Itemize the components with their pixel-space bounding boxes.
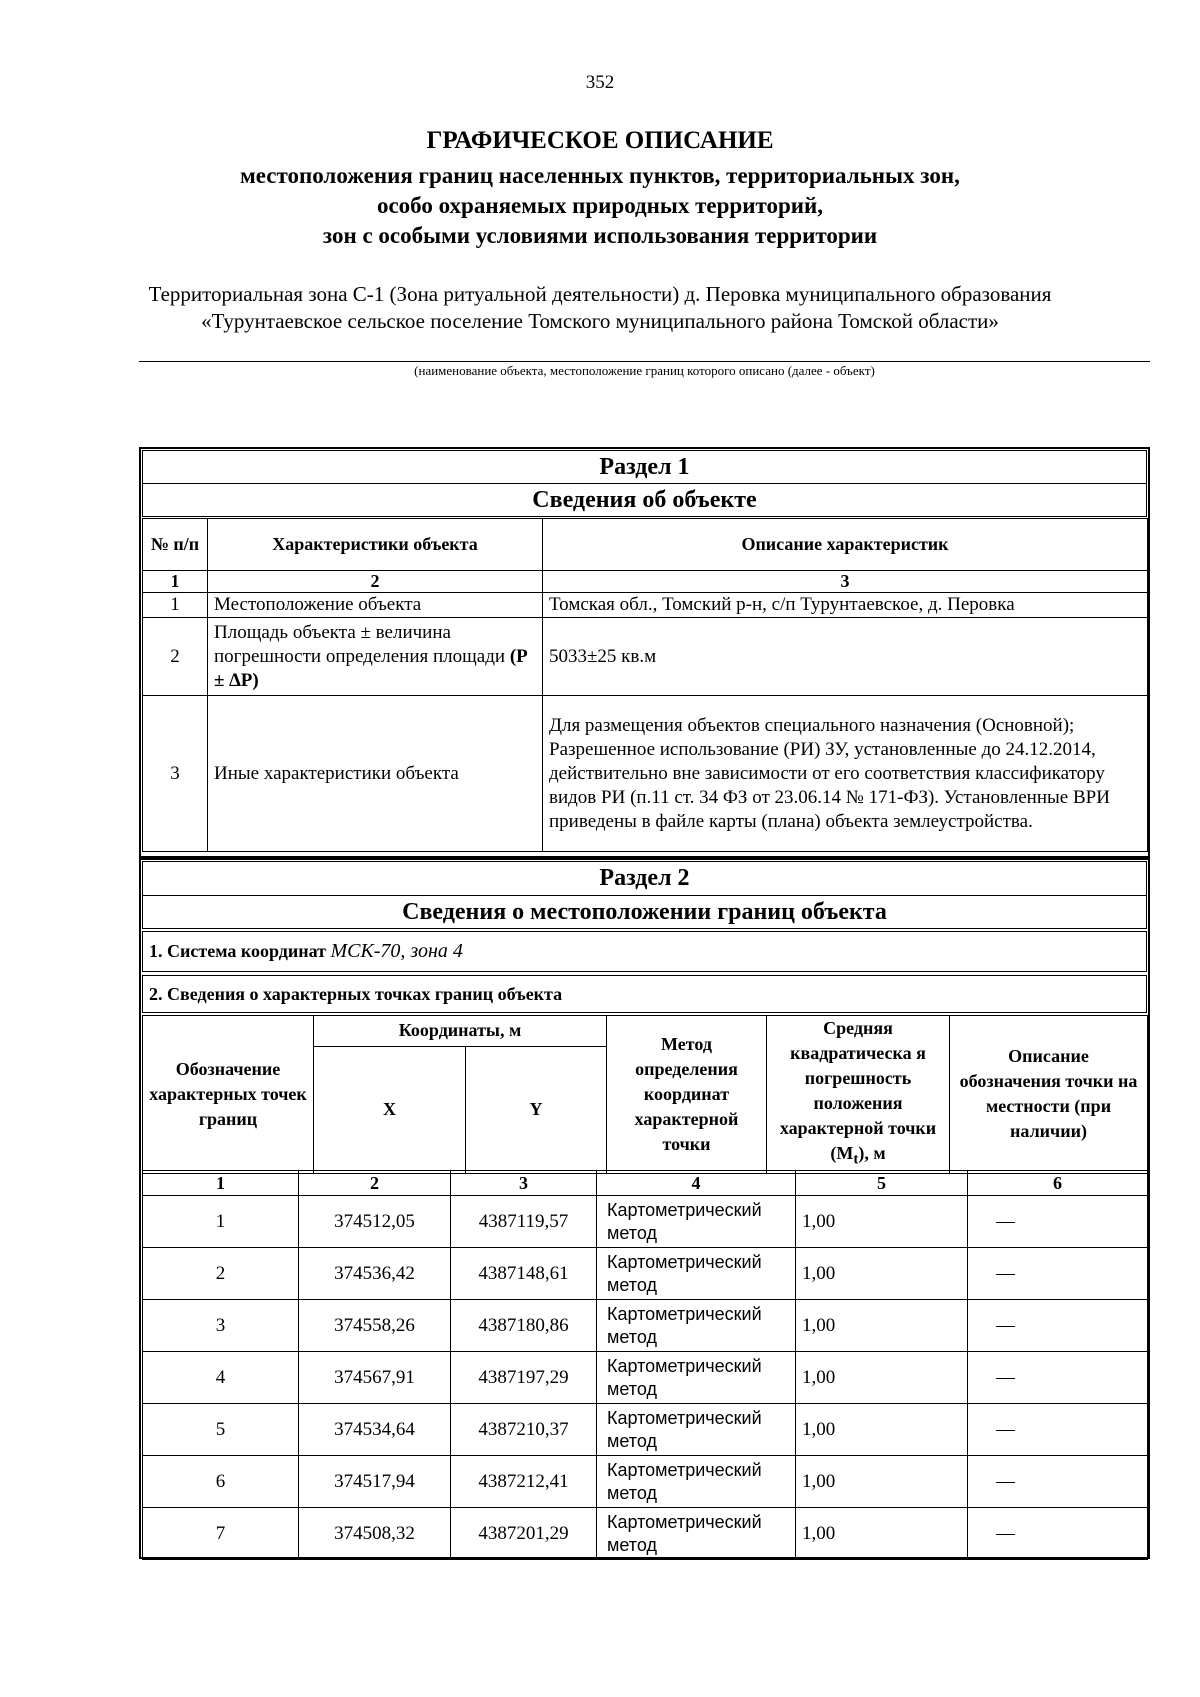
header-error-sub: t [853, 1151, 859, 1168]
point-method: Картометрический метод [597, 1404, 796, 1456]
point-error: 1,00 [796, 1300, 968, 1352]
point-x: 374558,26 [299, 1300, 451, 1352]
point-description: — [968, 1456, 1148, 1508]
coord-system-value: МСК-70, зона 4 [330, 940, 463, 962]
point-x: 374536,42 [299, 1248, 451, 1300]
table-row [143, 1248, 1148, 1300]
col-num-2: 2 [208, 571, 543, 593]
point-x: 374567,91 [299, 1352, 451, 1404]
point-x: 374517,94 [299, 1456, 451, 1508]
point-x: 374508,32 [299, 1508, 451, 1560]
table-row [143, 1300, 1148, 1352]
header-error-tail: ), м [858, 1143, 886, 1163]
point-description: — [968, 1352, 1148, 1404]
pcol-num-6: 6 [968, 1171, 1148, 1196]
header-method: Метод определения координат характерной точки [607, 1016, 767, 1174]
header-error-text: Средняя квадратическа я погрешность положения характерной точки (M [779, 1018, 937, 1163]
point-error: 1,00 [796, 1352, 968, 1404]
point-number: 4 [143, 1352, 299, 1404]
point-number: 6 [143, 1456, 299, 1508]
row1-value: Томская обл., Томский р-н, с/п Турунтаевское, д. Перовка [543, 593, 1148, 618]
header-designation: Обозначение характерных точек границ [143, 1016, 314, 1174]
coord-system [143, 932, 1147, 972]
pcol-num-3: 3 [451, 1171, 597, 1196]
row1-name: Местоположение объекта [208, 593, 543, 618]
page-number: 352 [585, 72, 615, 93]
section2-title: Раздел 2 [143, 862, 1147, 896]
header-error [767, 1016, 950, 1174]
point-description: — [968, 1508, 1148, 1560]
row2-name [208, 618, 543, 696]
point-y: 4387210,37 [451, 1404, 597, 1456]
section2-title-table [142, 861, 1147, 929]
header-x: X [314, 1046, 466, 1173]
points-label-table [142, 975, 1147, 1013]
point-method: Картометрический метод [597, 1248, 796, 1300]
point-number: 1 [143, 1196, 299, 1248]
section1-subtitle: Сведения об объекте [143, 484, 1147, 517]
coord-system-table [142, 931, 1147, 972]
row2-value: 5033±25 кв.м [543, 618, 1148, 696]
points-label: 2. Сведения о характерных точках границ объекта [143, 976, 1147, 1013]
point-y: 4387180,86 [451, 1300, 597, 1352]
row3-name: Иные характеристики объекта [208, 696, 543, 852]
header-y: Y [466, 1046, 607, 1173]
coord-system-label: 1. Система координат [149, 941, 326, 961]
object-name: Территориальная зона С-1 (Зона ритуальной деятельности) д. Перовка муниципального образования «Турунтаевское сельское поселение Томского муниципального района Томской области» [148, 282, 1052, 333]
row2-num: 2 [143, 618, 208, 696]
row3-num: 3 [143, 696, 208, 852]
point-y: 4387148,61 [451, 1248, 597, 1300]
header-num: № п/п [143, 519, 208, 571]
point-number: 5 [143, 1404, 299, 1456]
point-method: Картометрический метод [597, 1508, 796, 1560]
pcol-num-2: 2 [299, 1171, 451, 1196]
row2-name-text: Площадь объекта ± величина погрешности определения площади [214, 621, 506, 667]
section1-table [142, 518, 1148, 852]
point-number: 2 [143, 1248, 299, 1300]
object-name-underline [139, 361, 1150, 362]
table-row [143, 1508, 1148, 1560]
row1-num: 1 [143, 593, 208, 618]
header-coordinates: Координаты, м [314, 1016, 607, 1047]
point-description: — [968, 1248, 1148, 1300]
point-number: 3 [143, 1300, 299, 1352]
header-description: Описание характеристик [543, 519, 1148, 571]
pcol-num-4: 4 [597, 1171, 796, 1196]
pcol-num-1: 1 [143, 1171, 299, 1196]
table-row [143, 1456, 1148, 1508]
point-error: 1,00 [796, 1248, 968, 1300]
row2-name-formula: (Р ± ∆Р) [214, 645, 528, 691]
row3-value: Для размещения объектов специального назначения (Основной); Разрешенное использование (РИ) ЗУ, установленные до 24.12.2014, действительно вне зависимости от его соответствия классификатору видов РИ (п.11 ст. 34 ФЗ от 23.06.14 № 171-ФЗ). Установленные ВРИ приведены в файле карты (плана) объекта землеустройства. [543, 696, 1148, 852]
point-number: 7 [143, 1508, 299, 1560]
point-method: Картометрический метод [597, 1456, 796, 1508]
point-method: Картометрический метод [597, 1300, 796, 1352]
table-row [143, 1352, 1148, 1404]
point-error: 1,00 [796, 1456, 968, 1508]
point-error: 1,00 [796, 1404, 968, 1456]
point-error: 1,00 [796, 1196, 968, 1248]
document-subtitle [140, 161, 1060, 251]
col-num-1: 1 [143, 571, 208, 593]
point-x: 374534,64 [299, 1404, 451, 1456]
points-table [142, 1170, 1148, 1560]
point-y: 4387212,41 [451, 1456, 597, 1508]
section2-subtitle: Сведения о местоположении границ объекта [143, 896, 1147, 929]
section1-title-table [142, 450, 1147, 517]
pcol-num-5: 5 [796, 1171, 968, 1196]
col-num-3: 3 [543, 571, 1148, 593]
table-row [143, 1196, 1148, 1248]
point-x: 374512,05 [299, 1196, 451, 1248]
header-point-description: Описание обозначения точки на местности (при наличии) [950, 1016, 1148, 1174]
subtitle-line-3: зон с особыми условиями использования территории [322, 223, 878, 248]
point-method: Картометрический метод [597, 1196, 796, 1248]
point-y: 4387201,29 [451, 1508, 597, 1560]
point-method: Картометрический метод [597, 1352, 796, 1404]
point-description: — [968, 1196, 1148, 1248]
point-y: 4387197,29 [451, 1352, 597, 1404]
header-characteristic: Характеристики объекта [208, 519, 543, 571]
table-row [143, 1404, 1148, 1456]
document-title: ГРАФИЧЕСКОЕ ОПИСАНИЕ [426, 127, 774, 154]
subtitle-line-2: особо охраняемых природных территорий, [376, 193, 824, 218]
section1-title: Раздел 1 [143, 451, 1147, 484]
point-description: — [968, 1404, 1148, 1456]
point-error: 1,00 [796, 1508, 968, 1560]
point-description: — [968, 1300, 1148, 1352]
points-header-table [142, 1015, 1148, 1174]
subtitle-line-1: местоположения границ населенных пунктов, территориальных зон, [240, 163, 960, 188]
object-name-note: (наименование объекта, местоположение границ которого описано (далее - объект) [414, 363, 875, 378]
point-y: 4387119,57 [451, 1196, 597, 1248]
